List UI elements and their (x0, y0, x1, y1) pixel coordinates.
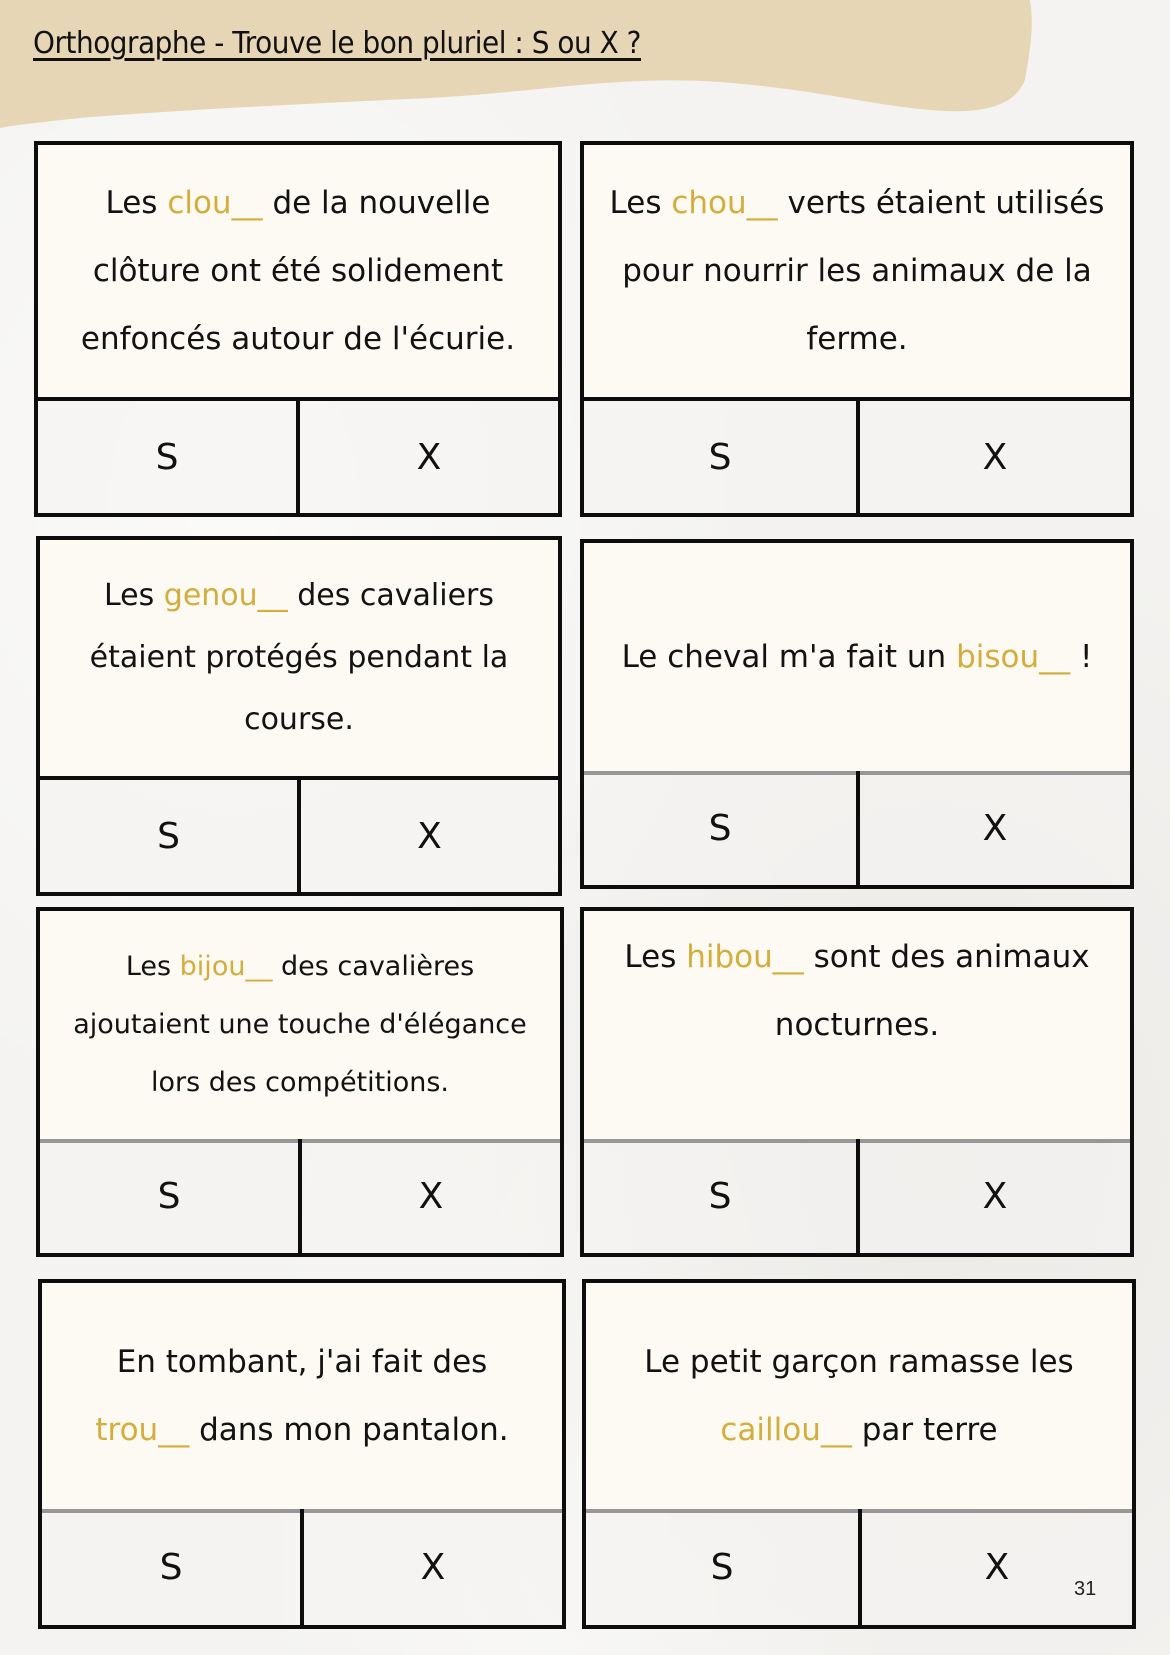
target-word: hibou__ (686, 939, 804, 975)
sentence: Le cheval m'a fait un bisou__ ! (621, 639, 1093, 675)
exercise-card (580, 539, 1134, 889)
target-word: caillou__ (720, 1412, 852, 1448)
exercise-card (580, 907, 1134, 1257)
option-s-button[interactable]: S (584, 401, 856, 513)
sentence: Les clou__ de la nouvelle clôture ont été solidement enfoncés autour de l'écurie. (80, 185, 516, 357)
target-word: trou__ (95, 1412, 190, 1448)
exercise-card (36, 907, 564, 1257)
sentence: Les hibou__ sont des animaux nocturnes. (624, 939, 1090, 1043)
target-word: chou__ (671, 185, 778, 221)
option-x-button[interactable]: X (856, 1139, 1130, 1253)
sentence: Les bijou__ des cavalières ajoutaient une touche d'élégance lors des compétitions. (73, 951, 527, 1098)
sentence: Les chou__ verts étaient utilisés pour nourrir les animaux de la ferme. (609, 185, 1105, 357)
sentence: En tombant, j'ai fait des trou__ dans mon pantalon. (95, 1344, 509, 1448)
sentence: Le petit garçon ramasse les caillou__ par terre (644, 1344, 1074, 1448)
sentence-panel (584, 911, 1130, 1143)
page-title: Orthographe - Trouve le bon pluriel : S ou X ? (33, 26, 642, 61)
option-s-button[interactable]: S (584, 771, 856, 885)
sentence-panel (584, 543, 1130, 775)
option-s-button[interactable]: S (40, 780, 297, 892)
option-x-button[interactable]: X (300, 1509, 562, 1625)
option-s-button[interactable]: S (42, 1509, 300, 1625)
option-x-button[interactable]: X (856, 771, 1130, 885)
option-s-button[interactable]: S (586, 1509, 858, 1625)
sentence-panel (42, 1283, 562, 1513)
exercise-card (580, 141, 1134, 517)
sentence-panel (584, 145, 1130, 401)
header-banner (0, 0, 1170, 130)
sentence-panel (40, 911, 560, 1143)
exercise-card (36, 536, 562, 896)
sentence-panel (38, 145, 558, 401)
page-number: 31 (1074, 1578, 1097, 1600)
sentence: Les genou__ des cavaliers étaient protégés pendant la course. (89, 578, 509, 737)
target-word: bijou__ (179, 951, 273, 982)
sentence-panel (40, 540, 558, 780)
target-word: bisou__ (956, 639, 1071, 675)
option-s-button[interactable]: S (38, 401, 296, 513)
option-s-button[interactable]: S (584, 1139, 856, 1253)
target-word: clou__ (167, 185, 263, 221)
exercise-card (38, 1279, 566, 1629)
option-x-button[interactable]: X (298, 1139, 560, 1253)
option-x-button[interactable]: X (297, 780, 558, 892)
option-x-button[interactable]: X (296, 401, 558, 513)
sentence-panel (586, 1283, 1132, 1513)
exercise-card (582, 1279, 1136, 1629)
target-word: genou__ (163, 578, 288, 613)
option-x-button[interactable]: X (856, 401, 1130, 513)
option-x-button[interactable]: X (858, 1509, 1132, 1625)
exercise-card (34, 141, 562, 517)
option-s-button[interactable]: S (40, 1139, 298, 1253)
